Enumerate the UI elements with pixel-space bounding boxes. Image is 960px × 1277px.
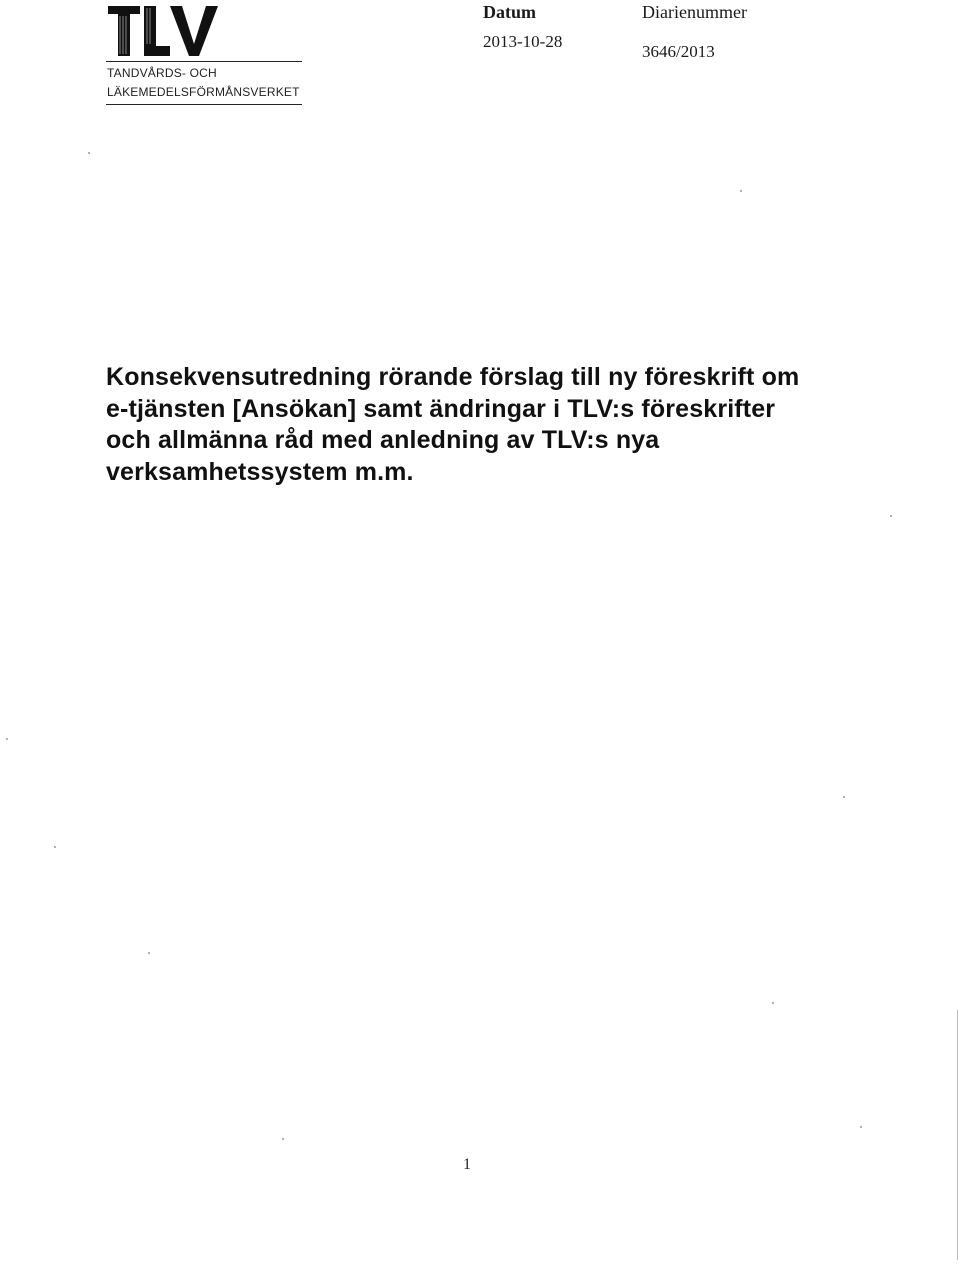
diary-number-label: Diarienummer (642, 2, 747, 22)
title-line: Konsekvensutredning rörande förslag till ny föreskrift om (106, 363, 800, 391)
scan-speck (6, 738, 8, 740)
scan-speck (54, 846, 56, 848)
tlv-logo-mark (106, 4, 226, 58)
logo-bottom-rule (106, 104, 302, 105)
page-number: 1 (463, 1156, 471, 1173)
logo-agency-line-2: LÄKEMEDELSFÖRMÅNSVERKET (107, 85, 300, 99)
date-value: 2013-10-28 (483, 32, 563, 51)
scan-speck (860, 1126, 862, 1128)
date-label: Datum (483, 2, 536, 22)
tlv-logo (106, 4, 302, 99)
title-line: och allmänna råd med anledning av TLV:s nya (106, 426, 660, 454)
document-title (106, 362, 846, 488)
logo-agency-line-1: TANDVÅRDS- OCH (107, 66, 217, 80)
diary-number-value: 3646/2013 (642, 42, 715, 61)
scan-speck (890, 515, 892, 517)
title-line: e-tjänsten [Ansökan] samt ändringar i TLV:s föreskrifter (106, 394, 776, 423)
scan-speck (148, 952, 150, 954)
scan-speck (843, 796, 845, 798)
logo-top-rule (106, 61, 302, 62)
scan-speck (282, 1138, 284, 1140)
scan-speck (772, 1002, 774, 1004)
title-line: verksamhetssystem m.m. (106, 457, 414, 486)
scan-speck (88, 152, 90, 154)
scan-speck (740, 190, 742, 192)
scan-edge-line (957, 1010, 958, 1260)
